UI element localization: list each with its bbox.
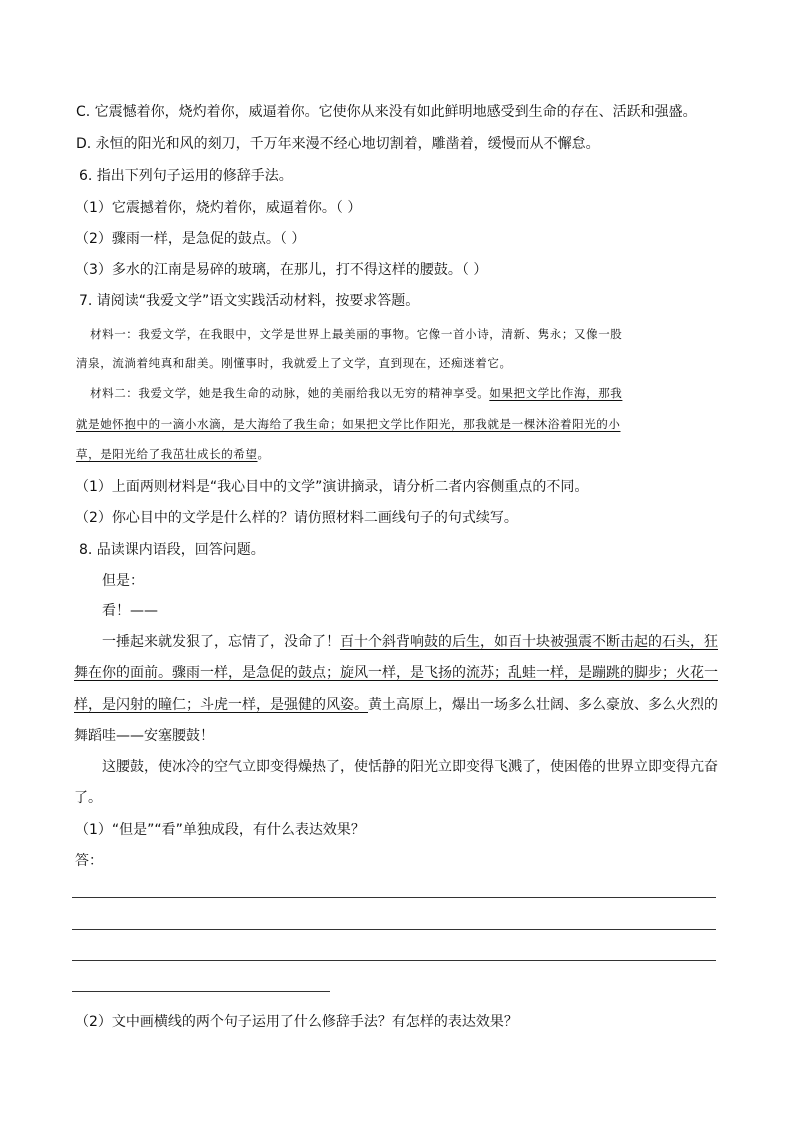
answer-line-3[interactable] (72, 960, 716, 961)
material-1-line-1: 材料一：我爱文学，在我眼中，文学是世界上最美丽的事物。它像一首小诗，清新、隽永；又像一股 (90, 327, 623, 341)
material-2-line-3 (76, 444, 270, 464)
material-2-underlined-text: 如果把文学比作海，那我 (489, 386, 623, 400)
passage-paragraph-3-line-2: 舞在你的面前。骤雨一样，是急促的鼓点；旋风一样，是飞扬的流苏；乱蛙一样，是蹦跳的脚步；火花一 (74, 665, 718, 681)
passage-paragraph-1: 但是： (102, 573, 144, 589)
option-c: C. 它震憾着你，烧灼着你，威逼着你。它使你从来没有如此鲜明地感受到生命的存在、活跃和强盛。 (76, 104, 697, 120)
passage-plain-middle: 黄土高原上，爆出一场多么壮阔、多么豪放、多么火烈的 (368, 697, 718, 713)
answer-line-1[interactable] (72, 897, 716, 898)
answer-line-2[interactable] (72, 929, 716, 930)
question-6-title: 6. 指出下列句子运用的修辞手法。 (79, 168, 293, 184)
passage-plain-start: 一捶起来就发狠了，忘情了，没命了！ (102, 634, 340, 650)
question-8-title: 8. 品读课内语段，回答问题。 (79, 542, 265, 558)
material-2-line-2: 就是她怀抱中的一滴小水滴，是大海给了我生命；如果把文学比作阳光，那我就是一棵沐浴着阳光的小 (76, 417, 621, 431)
passage-underlined-sentence-1: 百十个斜背响鼓的后生，如百十块被强震不断击起的石头，狂 (340, 634, 718, 650)
material-2-period: 。 (257, 447, 270, 461)
question-7-title: 7. 请阅读“我爱文学”语文实践活动材料，按要求答题。 (79, 293, 420, 309)
passage-paragraph-2: 看！—— (102, 603, 158, 619)
question-7-item-1: （1）上面两则材料是“我心目中的文学”演讲摘录，请分析二者内容侧重点的不同。 (75, 479, 589, 495)
passage-paragraph-3-line-1 (102, 632, 718, 652)
passage-underlined-sentence-2: 样，是闪射的瞳仁；斗虎一样，是强健的风姿。 (74, 697, 368, 713)
material-2-line-1 (90, 383, 622, 403)
material-2-plain-text: 材料二：我爱文学，她是我生命的动脉，她的美丽给我以无穷的精神享受。 (90, 386, 490, 400)
question-8-sub-2: （2）文中画横线的两个句子运用了什么修辞手法？有怎样的表达效果？ (75, 1014, 518, 1030)
option-d: D. 永恒的阳光和风的刻刀，千万年来漫不经心地切割着，雕凿着，缓慢而从不懈怠。 (76, 136, 600, 152)
answer-label: 答： (75, 853, 103, 869)
material-1-line-2: 清泉，流淌着纯真和甜美。刚懂事时，我就爱上了文学，直到现在，还痴迷着它。 (76, 356, 512, 370)
answer-line-4[interactable] (72, 991, 330, 992)
question-7-item-2: （2）你心目中的文学是什么样的？请仿照材料二画线句子的句式续写。 (75, 510, 518, 526)
question-6-item-3: （3）多水的江南是易碎的玻璃，在那儿，打不得这样的腰鼓。（ ） (75, 262, 488, 278)
passage-paragraph-3-line-3 (74, 695, 718, 715)
passage-paragraph-4-line-2: 了。 (74, 790, 102, 806)
passage-paragraph-4-line-1: 这腰鼓，使冰冷的空气立即变得燥热了，使恬静的阳光立即变得飞溅了，使困倦的世界立即变得亢奋 (102, 759, 718, 775)
material-2-underlined-end: 草，是阳光给了我茁壮成长的希望 (76, 447, 258, 461)
question-6-item-2: （2）骤雨一样，是急促的鼓点。（ ） (75, 231, 306, 247)
passage-paragraph-3-line-4: 舞蹈哇——安塞腰鼓！ (74, 728, 214, 744)
question-6-item-1: （1）它震撼着你，烧灼着你，威逼着你。（ ） (75, 200, 362, 216)
question-8-sub-1: （1）“但是”“看”单独成段，有什么表达效果？ (75, 822, 365, 838)
